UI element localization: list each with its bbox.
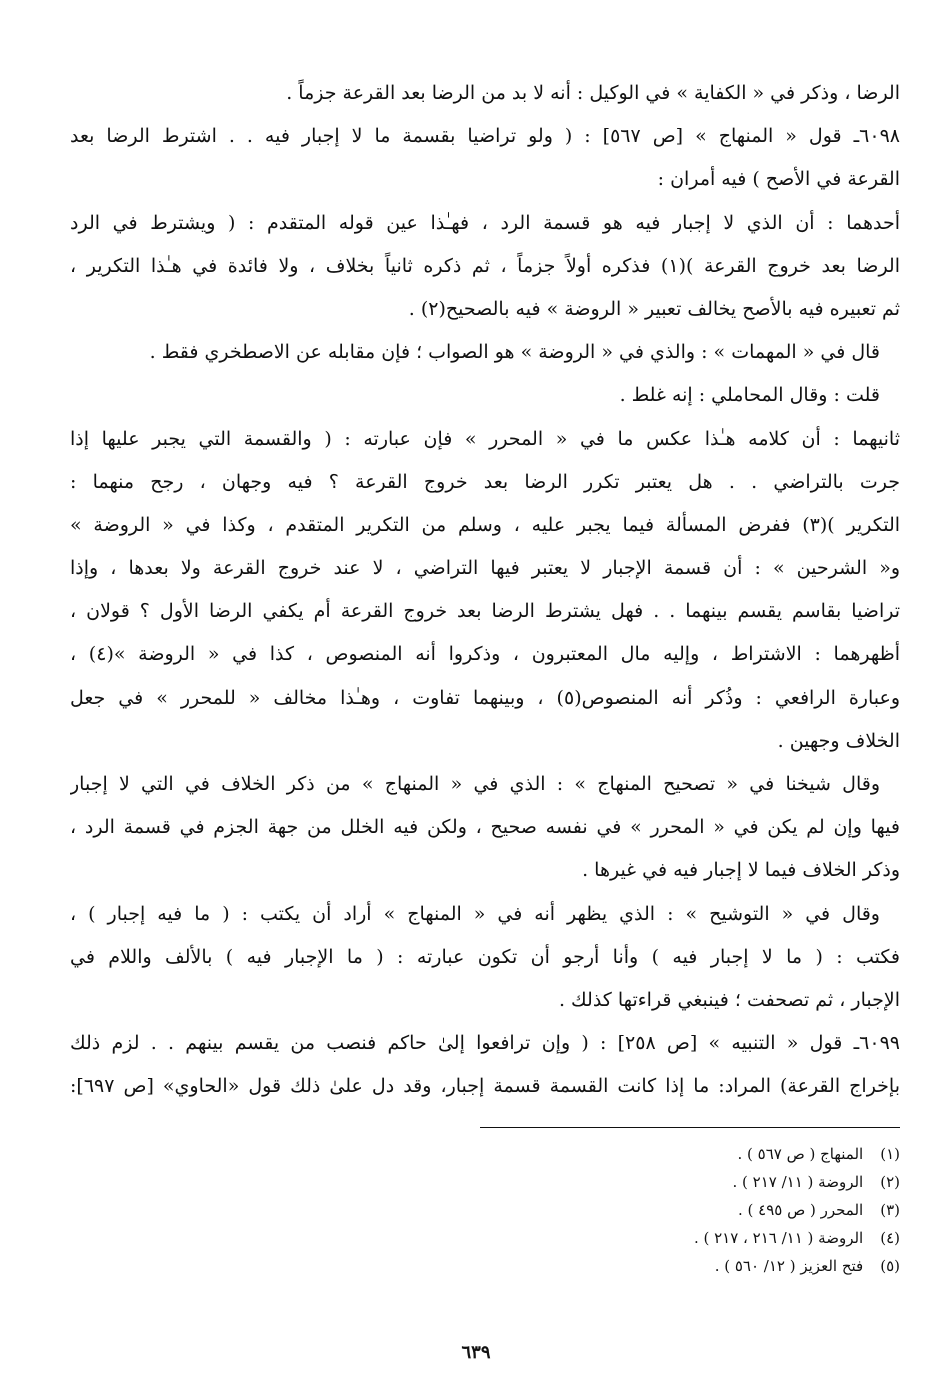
footnotes <box>70 1128 900 1280</box>
footnote-text: المحرر ( ص ٤٩٥ ) . <box>737 1200 864 1219</box>
text-line: وعبارة الرافعي : وذُكر أنه المنصوص(٥) ، وبينهما تفاوت ، وهـٰذا مخالف « للمحرر » في جعل <box>70 686 900 709</box>
text-line: الخلاف وجهين . <box>777 729 900 752</box>
footnote-number: (٤) <box>880 1228 900 1247</box>
text-line: التكرير )(٣) ففرض المسألة فيما يجبر عليه ، وسلم من التكرير المتقدم ، وكذا في « الروضة » <box>70 513 900 536</box>
text-line: الإجبار ، ثم تصحفت ؛ فينبغي قراءتها كذلك . <box>558 988 900 1011</box>
text-line: فيها وإن لم يكن في « المحرر » في نفسه صحيح ، ولكن فيه الخلل من جهة الجزم في قسمة الرد ، <box>70 816 900 839</box>
text-line: جرت بالتراضي . . هل يعتبر تكرر الرضا بعد خروج القرعة ؟ فيه وجهان ، رجح منهما : <box>70 470 900 493</box>
text-line: قلت : وقال المحاملي : إنه غلط . <box>619 384 880 407</box>
text-line: وقال في « التوشيح » : الذي يظهر أنه في « المنهاج » أراد أن يكتب : ( ما فيه إجبار ) ، <box>70 902 880 925</box>
text-line: ٦٠٩٨ـ قول « المنهاج » [ص ٥٦٧] : ( ولو تراضيا بقسمة ما لا إجبار فيه . . اشترط الرضا بعد <box>70 125 900 148</box>
text-line: ثانيهما : أن كلامه هـٰذا عكس ما في « المحرر » فإن عبارته : ( والقسمة التي يجبر عليها إذا <box>70 427 900 450</box>
footnote <box>70 1168 900 1196</box>
body-text <box>70 72 900 1109</box>
text-line: ثم تعبيره فيه بالأصح يخالف تعبير « الروضة » فيه بالصحيح(٢) . <box>408 297 900 320</box>
text-line: فكتب : ( ما لا إجبار فيه ) وأنا أرجو أن تكون عبارته : ( ما الإجبار فيه ) بالألف واللام في <box>70 945 900 968</box>
footnote <box>70 1196 900 1224</box>
footnote-divider <box>480 1127 900 1128</box>
footnote-text: الروضة ( ١١/ ٢١٧ ) . <box>732 1172 864 1191</box>
text-line: و« الشرحين » : أن قسمة الإجبار لا يعتبر فيها التراضي ، لا عند خروج القرعة ولا بعدها ، وإذا <box>70 557 900 580</box>
text-line: أظهرهما : الاشتراط ، وإليه مال المعتبرون ، وذكروا أنه المنصوص ، كذا في « الروضة »(٤) ، <box>70 643 900 666</box>
footnote-text: الروضة ( ١١/ ٢١٦ ، ٢١٧ ) . <box>693 1228 864 1247</box>
text-line: قال في « المهمات » : والذي في « الروضة » هو الصواب ؛ فإن مقابله عن الاصطخري فقط . <box>149 341 880 364</box>
text-line: بإخراج القرعة) المراد: ما إذا كانت القسمة قسمة إجبار، وقد دل علىٰ ذلك قول «الحاوي» [ص ٦٩٧]: <box>70 1075 900 1098</box>
footnote-number: (٢) <box>880 1172 900 1191</box>
footnote-text: المنهاج ( ص ٥٦٧ ) . <box>737 1144 864 1163</box>
text-line: القرعة في الأصح ) فيه أمران : <box>657 168 900 191</box>
footnote <box>70 1252 900 1280</box>
footnote-number: (٣) <box>880 1200 900 1219</box>
footnote-number: (٥) <box>880 1256 900 1275</box>
text-line: ٦٠٩٩ـ قول « التنبيه » [ص ٢٥٨] : ( وإن ترافعوا إلىٰ حاكم فنصب من يقسم بينهم . . لزم ذلك <box>70 1032 900 1055</box>
text-line: أحدهما : أن الذي لا إجبار فيه هو قسمة الرد ، فهـٰذا عين قوله المتقدم : ( ويشترط في الرد <box>70 211 900 234</box>
footnote-number: (١) <box>880 1144 900 1163</box>
text-line: وقال شيخنا في « تصحيح المنهاج » : الذي في « المنهاج » من ذكر الخلاف في التي لا إجبار <box>70 773 880 795</box>
footnote <box>70 1224 900 1252</box>
footnote <box>70 1140 900 1168</box>
page-number: ٦٣٩ <box>461 1342 491 1363</box>
text-line: الرضا بعد خروج القرعة )(١) فذكره أولاً جزماً ، ثم ذكره ثانياً بخلاف ، ولا فائدة في هـٰذا التكرير ، <box>70 254 900 277</box>
text-line: الرضا ، وذكر في « الكفاية » في الوكيل : أنه لا بد من الرضا بعد القرعة جزماً . <box>286 82 900 104</box>
footnote-text: فتح العزيز ( ١٢/ ٥٦٠ ) . <box>714 1256 864 1275</box>
text-line: تراضيا بقاسم يقسم بينهما . . فهل يشترط الرضا بعد خروج القرعة أم يكفي الرضا الأول ؟ قولان ، <box>70 600 900 623</box>
text-line: وذكر الخلاف فيما لا إجبار فيه في غيرها . <box>582 859 900 882</box>
